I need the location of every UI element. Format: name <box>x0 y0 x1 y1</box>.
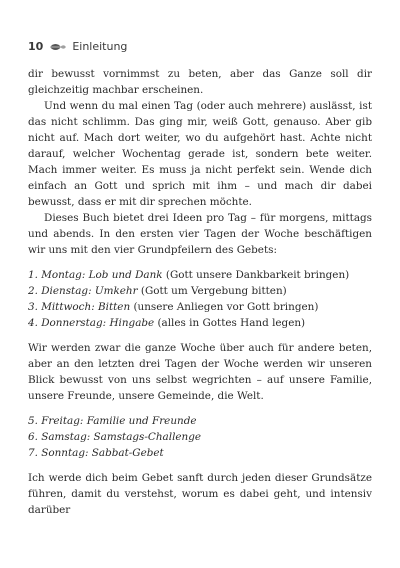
list-item: 7. Sonntag: Sabbat-Gebet <box>28 447 164 459</box>
weekday-list-1 <box>28 267 372 331</box>
list-item: 1. Montag: Lob und Dank (Gott unsere Dankbarkeit bringen) <box>28 269 350 281</box>
list-item: 2. Dienstag: Umkehr (Gott um Vergebung bitten) <box>28 285 287 297</box>
weekday-list-2 <box>28 413 372 461</box>
running-header <box>28 40 127 53</box>
list-item: 4. Donnerstag: Hingabe (alles in Gottes Hand legen) <box>28 317 306 329</box>
list-item: 5. Freitag: Familie und Freunde <box>28 415 197 427</box>
leaf-ornament-icon <box>49 42 67 52</box>
body-text <box>28 66 372 518</box>
paragraph-1: dir bewusst vornimmst zu beten, aber das Ganze soll dir gleichzeitig machbar erscheinen. <box>28 68 372 96</box>
paragraph-4: Wir werden zwar die ganze Woche über auch für andere beten, aber an den letzten drei Tagen der Woche werden wir unseren Blick bewusst von uns selbst wegrichten – auf unsere Familie, unsere Freunde, unsere Gemeinde, die Welt. <box>28 342 372 402</box>
paragraph-2: Und wenn du mal einen Tag (oder auch mehrere) auslässt, ist das nicht schlimm. Das ging mir, weiß Gott, genauso. Aber gib nicht auf. Mach dort weiter, wo du aufgehört hast. Achte nicht darauf, welcher Wochentag gerade ist, sondern bete weiter. Mach immer weiter. Es muss ja nicht perfekt sein. Wende dich einfach an Gott und sprich mit ihm – und mach dir dabei bewusst, dass er mit dir sprechen möchte. <box>28 100 372 208</box>
list-item: 6. Samstag: Samstags-Challenge <box>28 431 202 443</box>
paragraph-5: Ich werde dich beim Gebet sanft durch jeden dieser Grundsätze führen, damit du verstehst, worum es dabei geht, und intensiv darüber <box>28 472 372 516</box>
page-number: 10 <box>28 40 44 53</box>
paragraph-3: Dieses Buch bietet drei Ideen pro Tag – für morgens, mittags und abends. In den ersten vier Tagen der Woche beschäftigen wir uns mit den vier Grundpfeilern des Gebets: <box>28 212 372 256</box>
chapter-title: Einleitung <box>72 40 128 53</box>
list-item: 3. Mittwoch: Bitten (unsere Anliegen vor Gott bringen) <box>28 301 319 313</box>
